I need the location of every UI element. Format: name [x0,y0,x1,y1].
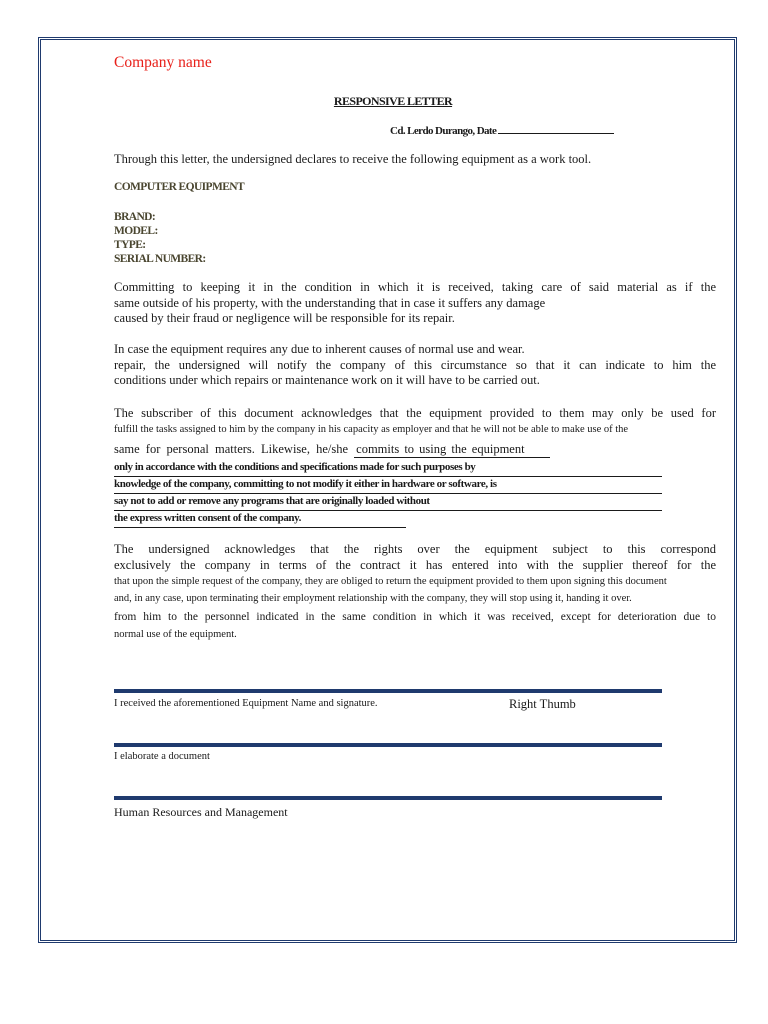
bold-line: the express written consent of the company. [114,511,406,528]
bold-conditions [114,460,662,528]
paragraph-commitment [114,280,716,327]
p4-line: exclusively the company in terms of the contract it has entered into with the supplier thereof for the [114,557,716,572]
p3-line3-start: same for personal matters. Likewise, he/she [114,441,349,456]
bold-line: only in accordance with the conditions and specifications made for such purposes by [114,460,662,477]
field-brand: BRAND: [114,211,156,223]
p1-line: same outside of his property, with the understanding that in case it suffers any damage [114,295,546,310]
p1-line: Committing to keeping it in the condition in which it is received, taking care of said material as if the [114,280,716,294]
p4-line: normal use of the equipment. [114,629,237,640]
p4-line: that upon the simple request of the company, they are obliged to return the equipment provided to them upon signing this document [114,576,667,587]
company-name: Company name [114,54,212,71]
p2-line: In case the equipment requires any due to inherent causes of normal use and wear. [114,342,525,356]
p4-line: The undersigned acknowledges that the rights over the equipment subject to this correspond [114,542,716,556]
place-date-line [390,124,614,137]
date-blank [498,124,614,134]
field-model: MODEL: [114,225,158,237]
equipment-fields [114,210,206,266]
letter-title: RESPONSIVE LETTER [333,94,453,108]
received-label: I received the aforementioned Equipment Name and signature. [114,698,378,709]
p4-line: from him to the personnel indicated in the same condition in which it was received, except for deterioration due to [114,611,716,623]
elaborate-label: I elaborate a document [114,751,210,762]
p4-line: and, in any case, upon terminating their employment relationship with the company, they will stop using it, handing it over. [114,593,632,604]
p2-line: repair, the undersigned will notify the company of this circumstance so that it can indicate to him the [114,357,716,372]
p3-line3 [114,442,716,458]
field-type: TYPE: [114,239,146,251]
equipment-heading: COMPUTER EQUIPMENT [114,181,245,193]
field-serial: SERIAL NUMBER: [114,253,206,265]
intro-text: Through this letter, the undersigned declares to receive the following equipment as a work tool. [114,152,592,166]
paragraph-usage [114,406,716,458]
signature-rule [114,689,662,693]
right-thumb-label: Right Thumb [509,697,576,711]
place-date-label: Cd. Lerdo Durango, Date [390,125,497,137]
p3-line3-underlined: commits to using the equipment [354,442,550,458]
signature-rule [114,743,662,747]
paragraph-repair [114,342,716,389]
paragraph-rights [114,542,716,643]
bold-line: knowledge of the company, committing to not modify it either in hardware or software, is [114,477,662,494]
p3-line: fulfill the tasks assigned to him by the company in his capacity as employer and that he will not be able to make use of the [114,423,629,435]
p2-line: conditions under which repairs or maintenance work on it will have to be carried out. [114,373,540,387]
hr-label: Human Resources and Management [114,805,288,819]
p1-line: caused by their fraud or negligence will be responsible for its repair. [114,311,455,325]
signature-rule [114,796,662,800]
p3-line: The subscriber of this document acknowledges that the equipment provided to them may only be used for [114,406,716,420]
bold-line: say not to add or remove any programs that are originally loaded without [114,494,662,511]
